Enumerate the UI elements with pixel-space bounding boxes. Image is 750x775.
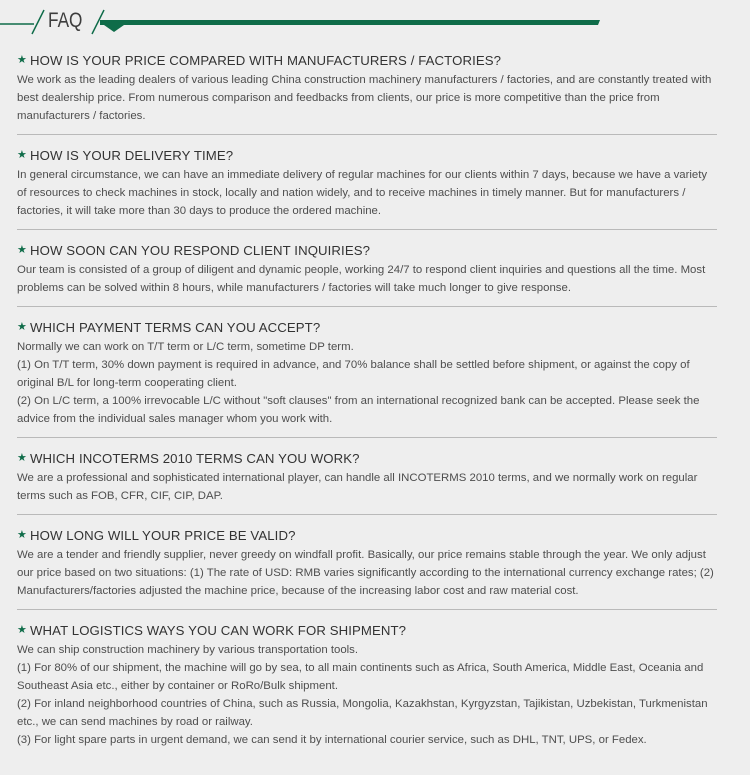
- page-title: FAQ: [48, 9, 83, 32]
- star-icon: ★: [17, 320, 27, 333]
- star-icon: ★: [17, 148, 27, 161]
- faq-answer-paragraph: Normally we can work on T/T term or L/C term, sometime DP term.: [17, 341, 354, 353]
- star-icon: ★: [17, 623, 27, 636]
- faq-answer: [17, 641, 717, 749]
- faq-answer: [17, 338, 717, 428]
- faq-question: [17, 145, 717, 165]
- faq-question: [17, 317, 717, 337]
- faq-question-text: WHAT LOGISTICS WAYS YOU CAN WORK FOR SHIPMENT?: [30, 622, 407, 638]
- faq-answer-paragraph: (3) For light spare parts in urgent demand, we can send it by international courier service, such as DHL, TNT, UPS, or Fedex.: [17, 734, 647, 746]
- faq-list: [17, 50, 717, 768]
- faq-answer: [17, 166, 717, 220]
- faq-answer: [17, 469, 717, 505]
- faq-answer-paragraph: In general circumstance, we can have an immediate delivery of regular machines for our clients within 7 days, because we have a variety of resources to check machines in stock, locally and nation widely, and to receive machines in timely manner. But for manufacturers / factories, it will take more than 30 days to produce the ordered machine.: [17, 169, 708, 217]
- faq-question-text: HOW IS YOUR DELIVERY TIME?: [30, 147, 234, 163]
- star-icon: ★: [17, 243, 27, 256]
- faq-answer-paragraph: We can ship construction machinery by various transportation tools.: [17, 644, 359, 656]
- faq-question-text: WHICH PAYMENT TERMS CAN YOU ACCEPT?: [30, 319, 321, 335]
- faq-answer-paragraph: (2) On L/C term, a 100% irrevocable L/C without "soft clauses" from an international recognized bank can be accepted. Please seek the advice from the individual sales manager whom you work with.: [17, 395, 700, 425]
- faq-answer: [17, 71, 717, 125]
- star-icon: ★: [17, 528, 27, 541]
- faq-item: [17, 50, 717, 135]
- faq-question: [17, 240, 717, 260]
- faq-answer: [17, 546, 717, 600]
- header-decoration: [0, 0, 750, 44]
- faq-item: [17, 240, 717, 307]
- faq-question: [17, 525, 717, 545]
- star-icon: ★: [17, 53, 27, 66]
- faq-answer-paragraph: (1) For 80% of our shipment, the machine will go by sea, to all main continents such as Africa, South America, Middle East, Oceania and Southeast Asia etc., either by container or RoRo/Bulk shipment.: [17, 662, 704, 692]
- faq-item: [17, 145, 717, 230]
- star-icon: ★: [17, 451, 27, 464]
- faq-question: [17, 620, 717, 640]
- faq-answer-paragraph: (1) On T/T term, 30% down payment is required in advance, and 70% balance shall be settled before shipment, or against the copy of original B/L for long-term cooperating client.: [17, 359, 690, 389]
- faq-question-text: HOW LONG WILL YOUR PRICE BE VALID?: [30, 527, 296, 543]
- faq-item: [17, 317, 717, 438]
- faq-question-text: HOW SOON CAN YOU RESPOND CLIENT INQUIRIES?: [30, 242, 371, 258]
- faq-question: [17, 448, 717, 468]
- faq-answer: [17, 261, 717, 297]
- faq-header: [0, 0, 750, 44]
- faq-answer-paragraph: We are a tender and friendly supplier, never greedy on windfall profit. Basically, our price remains stable through the year. We only adjust our price based on two situations: (1) The rate of USD: RMB varies significantly according to the international currency exchange rates; (2) Manufacturers/factories adjusted the machine price, because of the increasing labor cost and raw material cost.: [17, 549, 714, 597]
- faq-question: [17, 50, 717, 70]
- faq-answer-paragraph: Our team is consisted of a group of diligent and dynamic people, working 24/7 to respond client inquiries and questions all the time. Most problems can be solved within 8 hours, while manufacturers / factories will take much longer to give response.: [17, 264, 706, 294]
- faq-item: [17, 620, 717, 758]
- faq-answer-paragraph: We are a professional and sophisticated international player, can handle all INCOTERMS 2010 terms, and we normally work on regular terms such as FOB, CFR, CIF, CIP, DAP.: [17, 472, 698, 502]
- faq-answer-paragraph: (2) For inland neighborhood countries of China, such as Russia, Mongolia, Kazakhstan, Kyrgyzstan, Tajikistan, Uzbekistan, Turkmenistan etc., we can send machines by road or railway.: [17, 698, 708, 728]
- faq-question-text: HOW IS YOUR PRICE COMPARED WITH MANUFACTURERS / FACTORIES?: [30, 52, 502, 68]
- faq-item: [17, 525, 717, 610]
- faq-question-text: WHICH INCOTERMS 2010 TERMS CAN YOU WORK?: [30, 450, 360, 466]
- faq-item: [17, 448, 717, 515]
- faq-answer-paragraph: We work as the leading dealers of various leading China construction machinery manufacturers / factories, and are constantly treated with best dealership price. From numerous comparison and feedbacks from clients, our price is more competitive than the price from manufacturers / factories.: [17, 74, 712, 122]
